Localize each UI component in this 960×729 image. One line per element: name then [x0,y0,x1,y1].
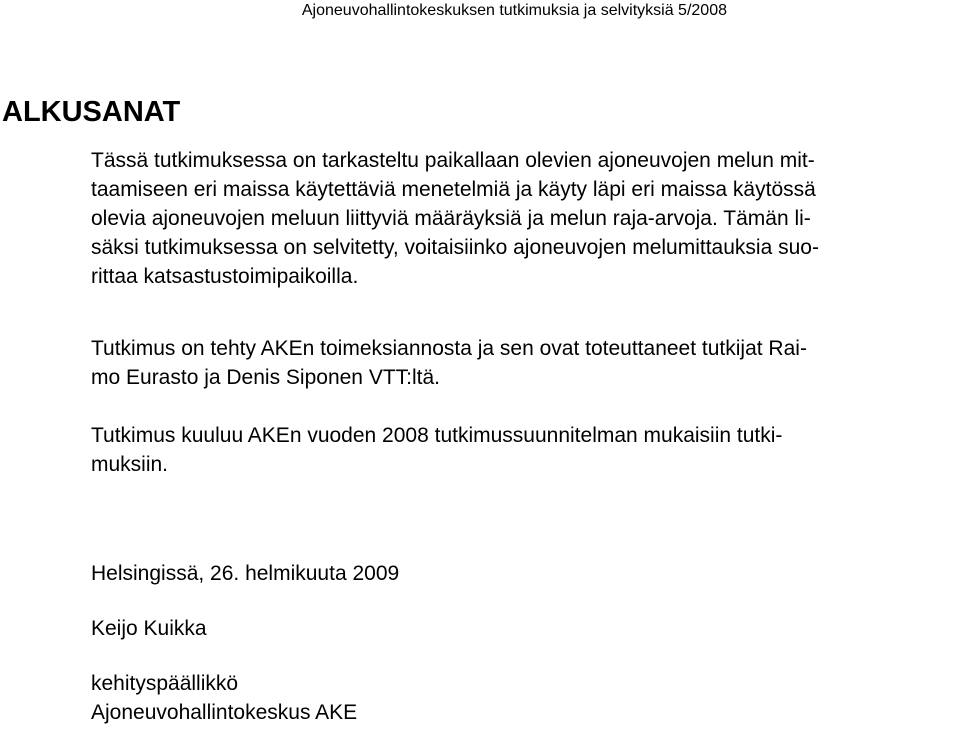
paragraph-line: Tässä tutkimuksessa on tarkasteltu paikallaan olevien ajoneuvojen melun mit- [91,149,815,172]
paragraph-line: mo Eurasto ja Denis Siponen VTT:ltä. [91,366,441,389]
preface-paragraph-3 [91,421,951,479]
paragraph-line: Tutkimus on tehty AKEn toimeksiannosta ja sen ovat toteuttaneet tutkijat Rai- [91,337,807,360]
preface-paragraph-2 [91,334,951,392]
place-date: Helsingissä, 26. helmikuuta 2009 [91,562,400,585]
paragraph-line: taamiseen eri maissa käytettäviä menetelmiä ja käyty läpi eri maissa käytössä [91,178,816,201]
paragraph-line: muksiin. [91,453,169,476]
signer-name: Keijo Kuikka [91,617,207,640]
signature-title-block [91,669,951,727]
signature-place-date [91,559,951,588]
running-header: Ajoneuvohallintokeskuksen tutkimuksia ja selvityksiä 5/2008 [301,2,727,19]
signature-name [91,614,951,643]
preface-paragraph-1 [91,146,951,291]
section-title: ALKUSANAT [2,96,181,128]
paragraph-line: olevia ajoneuvojen meluun liittyviä määräyksiä ja melun raja-arvoja. Tämän li- [91,207,811,230]
signer-organization: Ajoneuvohallintokeskus AKE [91,701,358,724]
paragraph-line: rittaa katsastustoimipaikoilla. [91,265,359,288]
paragraph-line: Tutkimus kuuluu AKEn vuoden 2008 tutkimussuunnitelman mukaisiin tutki- [91,424,783,447]
paragraph-line: säksi tutkimuksessa on selvitetty, voitaisiinko ajoneuvojen melumittauksia suo- [91,236,819,259]
signer-position: kehityspäällikkö [91,672,239,695]
